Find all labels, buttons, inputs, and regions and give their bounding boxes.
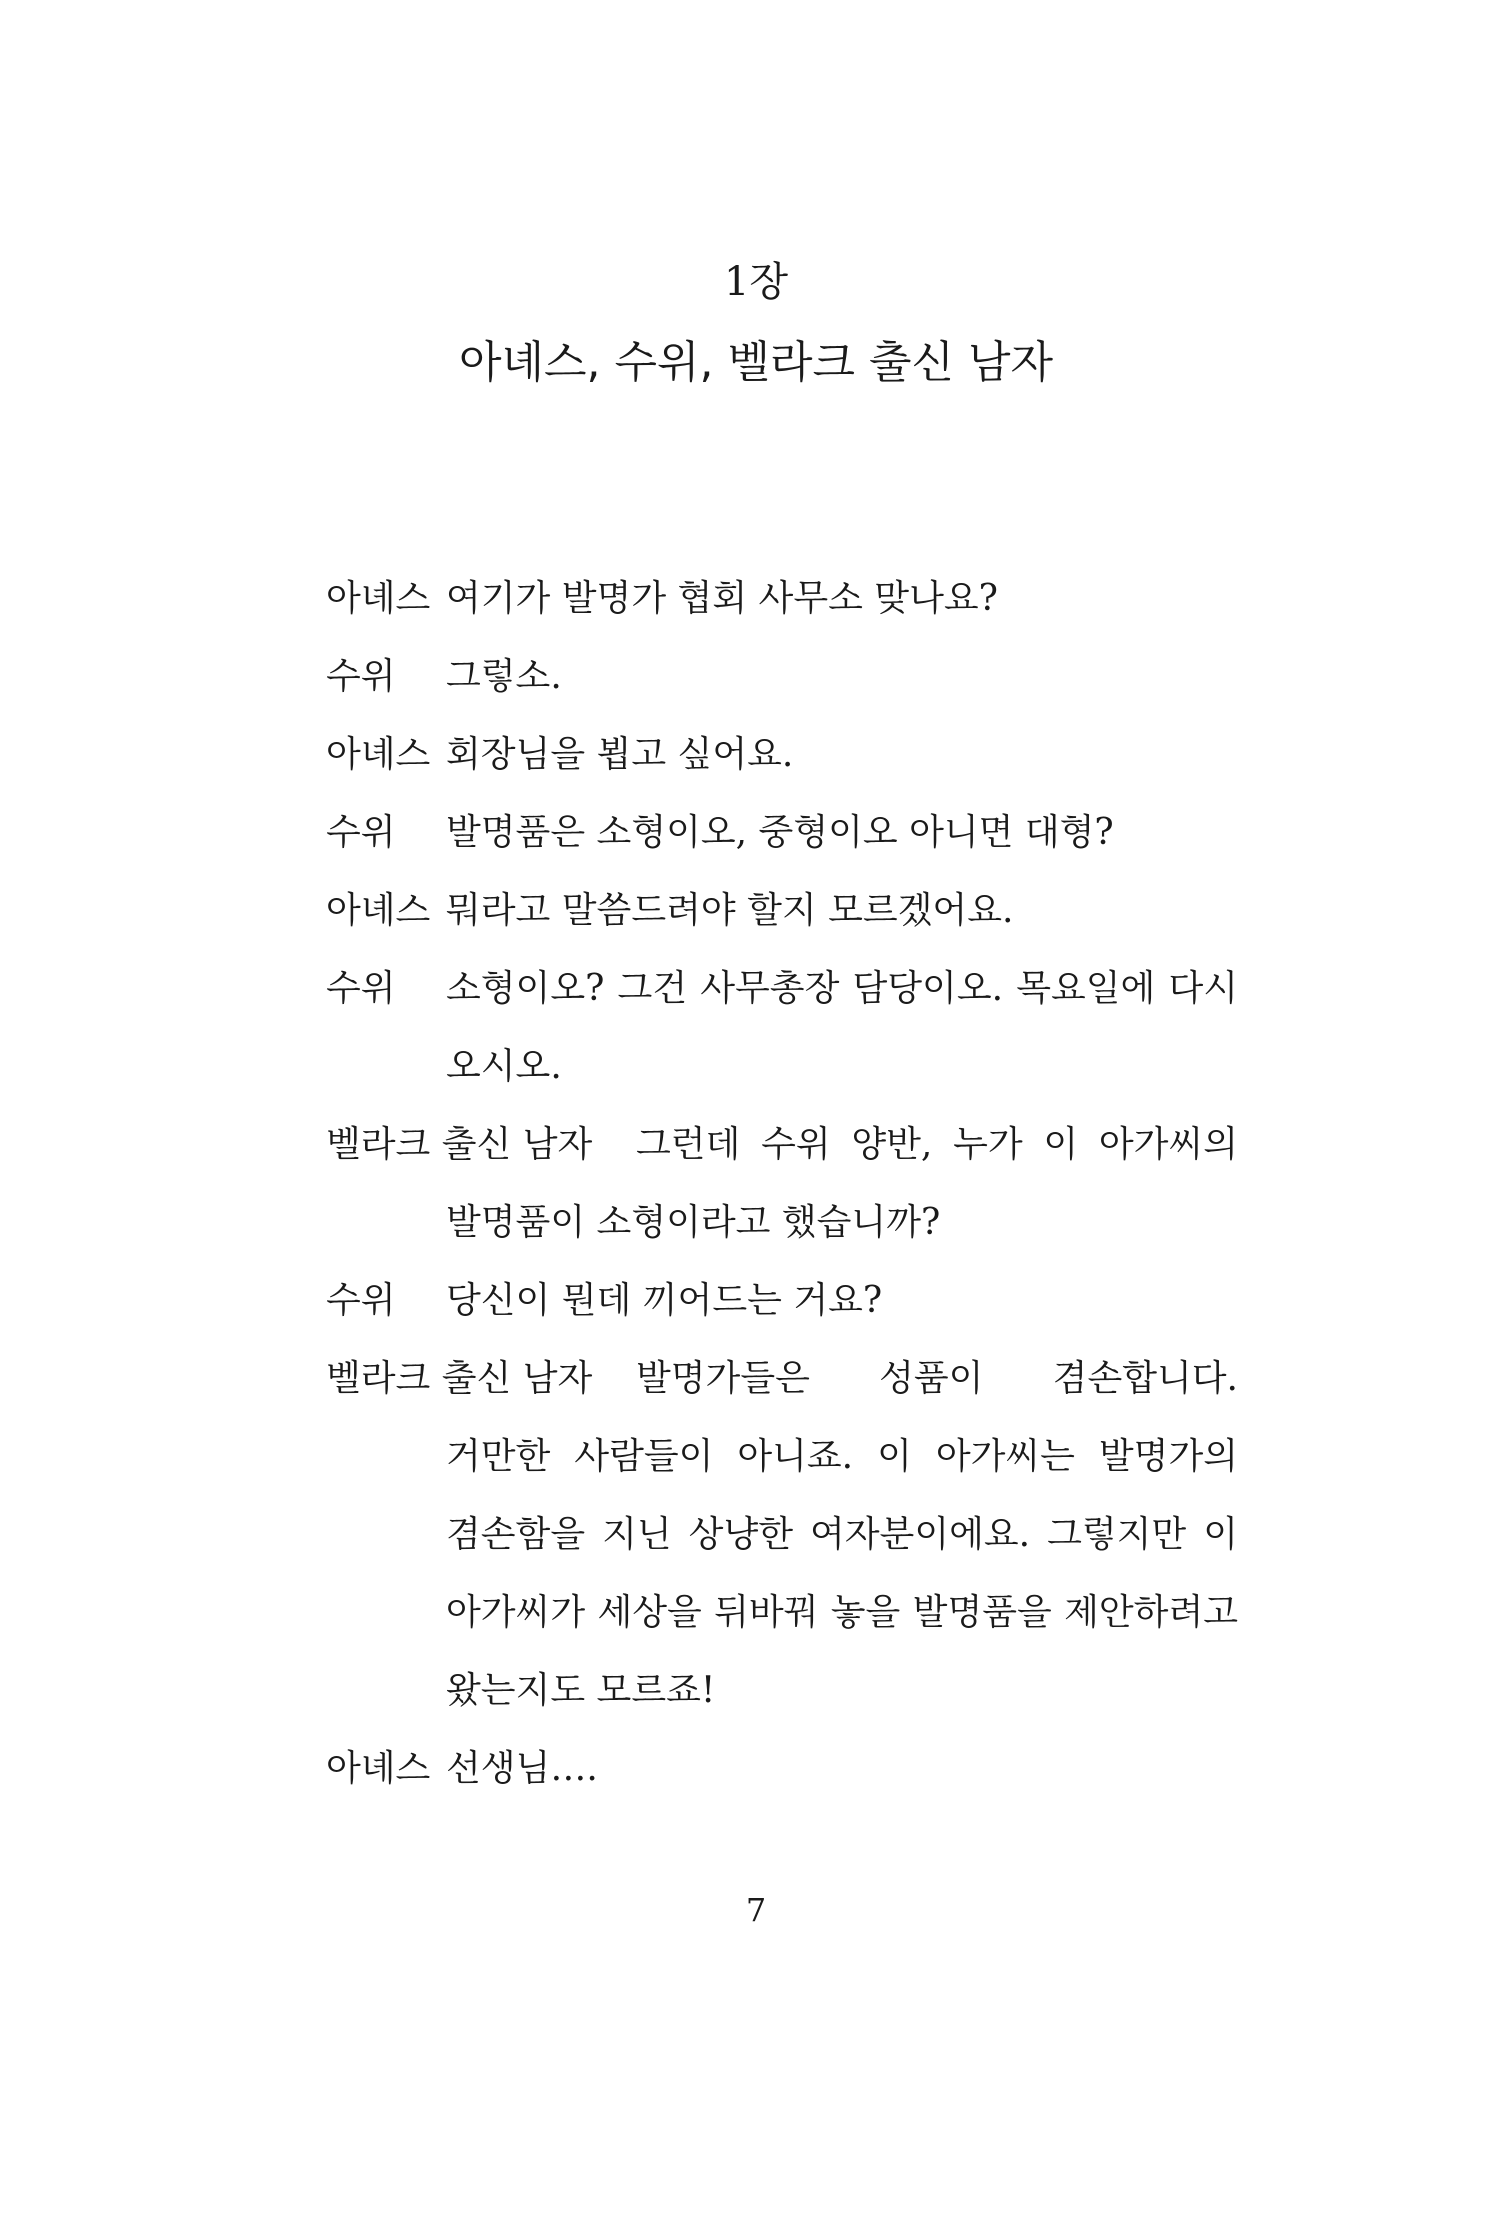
speech-text: 여기가 발명가 협회 사무소 맞나요? xyxy=(446,578,998,619)
speech-text: 선생님…. xyxy=(446,1748,598,1789)
dialogue-line xyxy=(326,1730,1238,1808)
dialogue-line xyxy=(326,1262,1238,1340)
page-number: 7 xyxy=(745,1891,767,1929)
speech-text: 그런데 수위 양반, 누가 이 아가씨의 발명품이 소형이라고 했습니까? xyxy=(446,1124,1238,1243)
dialogue-line xyxy=(326,638,1238,716)
dialogue-line xyxy=(326,560,1238,638)
dialogue-line xyxy=(326,950,1238,1106)
speaker-name: 벨라크 출신 남자 xyxy=(326,1358,593,1399)
speaker-name: 아녜스 xyxy=(326,734,431,775)
speaker-name: 아녜스 xyxy=(326,578,431,619)
chapter-number: 1장 xyxy=(723,259,789,305)
dialogue-body xyxy=(326,560,1238,1808)
speaker-name: 수위 xyxy=(326,812,396,853)
speech-text: 회장님을 뵙고 싶어요. xyxy=(446,734,794,775)
dialogue-line xyxy=(326,1340,1238,1730)
dialogue-line xyxy=(326,716,1238,794)
chapter-title: 아녜스, 수위, 벨라크 출신 남자 xyxy=(459,337,1053,388)
speaker-name: 아녜스 xyxy=(326,890,431,931)
dialogue-line xyxy=(326,872,1238,950)
speaker-name: 벨라크 출신 남자 xyxy=(326,1124,593,1165)
dialogue-line xyxy=(326,794,1238,872)
speech-text: 발명품은 소형이오, 중형이오 아니면 대형? xyxy=(446,812,1114,853)
speech-text: 뭐라고 말씀드려야 할지 모르겠어요. xyxy=(446,890,1014,931)
dialogue-line xyxy=(326,1106,1238,1262)
speech-text: 발명가들은 성품이 겸손합니다. 거만한 사람들이 아니죠. 이 아가씨는 발명가의 겸손함을 지닌 상냥한 여자분이에요. 그렇지만 이 아가씨가 세상을 뒤바꿔 놓을 발명품을 제안하려고 왔는지도 모르죠! xyxy=(446,1358,1238,1711)
speaker-name: 아녜스 xyxy=(326,1748,431,1789)
speaker-name: 수위 xyxy=(326,656,396,697)
speaker-name: 수위 xyxy=(326,968,396,1009)
speech-text: 당신이 뭔데 끼어드는 거요? xyxy=(446,1280,883,1321)
speaker-name: 수위 xyxy=(326,1280,396,1321)
speech-text: 소형이오? 그건 사무총장 담당이오. 목요일에 다시 오시오. xyxy=(446,968,1238,1087)
speech-text: 그렇소. xyxy=(446,656,562,697)
